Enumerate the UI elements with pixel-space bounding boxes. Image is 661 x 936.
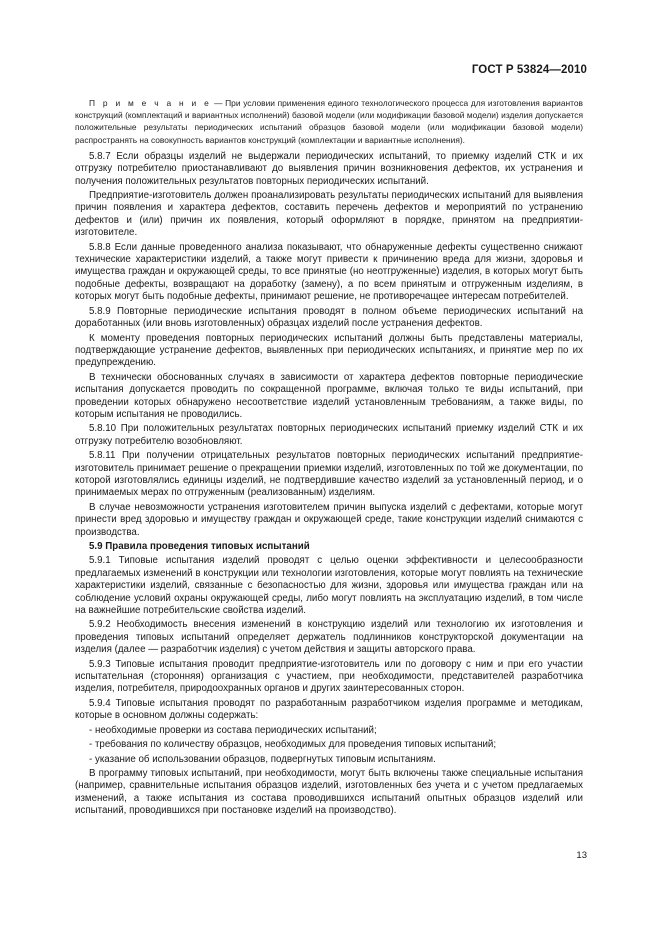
paragraph-5-8-11: 5.8.11 При получении отрицательных результатов повторных периодических испытаний предприятие-изготовитель принимает решение о прекращении приемки изделий, изготовленных по той же документации, по которой изготовлялись единицы изделий, не подтвердившие качество изделий за установленный период, и о принимаемых мерах по отгруженным (реализованным) изделиям. <box>75 450 583 499</box>
section-title-5-9: 5.9 Правила проведения типовых испытаний <box>89 541 310 552</box>
note-block <box>75 97 583 146</box>
paragraph-5-8-7: 5.8.7 Если образцы изделий не выдержали периодических испытаний, то приемку изделий СТК и их отгрузку потребителю приостанавливают до выявления причин возникновения дефектов, их устранения и получения положительных результатов повторных периодических испытаний. <box>75 150 583 187</box>
document-header: ГОСТ Р 53824—2010 <box>471 64 587 76</box>
paragraph-special-tests: В программу типовых испытаний, при необходимости, могут быть включены также специальные испытания (например, сравнительные испытания образцов изделий, изготовленных без учета и с учетом предлагаемых изменений, а также испытания из состава проводившихся испытаний опытных образцов изделий или испытаний, проводившихся при постановке изделий на производство). <box>75 767 583 817</box>
page-content <box>75 97 583 820</box>
paragraph-manufacturer-analysis: Предприятие-изготовитель должен проанализировать результаты периодических испытаний для выявления причин появления и характера дефектов, составить перечень дефектов и мероприятий по устранению дефектов и (или) причин их появления, который оформляют в порядке, принятом на предприятии-изготовителе. <box>75 190 583 239</box>
list-item: - указание об использовании образцов, подвергнутых типовым испытаниям. <box>89 753 436 765</box>
list-item: - требования по количеству образцов, необходимых для проведения типовых испытаний; <box>89 739 497 751</box>
paragraph-5-9-2: 5.9.2 Необходимость внесения изменений в конструкцию изделий или технологию их изготовления и проведения типовых испытаний определяет держатель подлинников конструкторской документации на изделия (далее — разработчик изделия) с учетом действия и защиты авторского права. <box>75 619 583 656</box>
page-number: 13 <box>576 850 587 861</box>
note-label: П р и м е ч а н и е <box>89 98 212 108</box>
paragraph-5-9-4: 5.9.4 Типовые испытания проводят по разработанным разработчиком изделия программе и методикам, которые в основном должны содержать: <box>75 697 583 722</box>
paragraph-5-8-9: 5.8.9 Повторные периодические испытания проводят в полном объеме периодических испытаний на доработанных (или вновь изготовленных) образцах изделий после устранения дефектов. <box>75 305 583 330</box>
paragraph-production-stop: В случае невозможности устранения изготовителем причин выпуска изделий с дефектами, которые могут принести вред здоровью и имуществу граждан и окружающей среде, такие конструкции изделий снимаются с производства. <box>75 501 583 538</box>
paragraph-materials: К моменту проведения повторных периодических испытаний должны быть представлены материалы, подтверждающие устранение дефектов, выявленных при периодических испытаниях, и принятие мер по их предупреждению. <box>75 332 583 369</box>
paragraph-5-8-10: 5.8.10 При положительных результатах повторных периодических испытаний приемку изделий СТК и их отгрузку потребителю возобновляют. <box>75 423 583 447</box>
note-text: — При условии применения единого технологического процесса для изготовления вариантов конструкций (комплектаций и вариантных исполнений) базовой модели (или модификации базовой модели) изделия допускается положительные результаты периодических испытаний образцов базовой модели (или модификации базовой модели) распространять на совокупность вариантов конструкций (комплектации и вариантные исполнения). <box>75 98 583 145</box>
list-item: - необходимые проверки из состава периодических испытаний; <box>89 724 377 736</box>
paragraph-5-9-1: 5.9.1 Типовые испытания изделий проводят с целью оценки эффективности и целесообразности предлагаемых изменений в конструкции или технологии изготовления, которые могут повлиять на технические характеристики изделий, связанные с безопасностью для жизни, здоровья или имущества граждан или на соблюдение условий охраны окружающей среды, либо могут повлиять на эксплуатацию изделий, в том числе на важнейшие потребительские свойства изделий. <box>75 555 583 617</box>
paragraph-5-9-3: 5.9.3 Типовые испытания проводит предприятие-изготовитель или по договору с ним и при его участии испытательная (сторонняя) организация с участием, при необходимости, представителей разработчика изделия, потребителя, природоохранных органов и других заинтересованных сторон. <box>75 658 583 695</box>
paragraph-5-8-8: 5.8.8 Если данные проведенного анализа показывают, что обнаруженные дефекты существенно снижают технические характеристики изделий, а также могут привести к причинению вреда для жизни, здоровья и имущества граждан и окружающей среды, то все принятые (но неотгруженные) изделия, в которых могут быть подобные дефекты, возвращают на доработку (замену), а по всем принятым и отгруженным изделиям, в которых могут быть подобные дефекты, принимают решение, не противоречащее интересам потребителей. <box>75 241 583 303</box>
paragraph-reduced-program: В технически обоснованных случаях в зависимости от характера дефектов повторные периодические испытания допускается проводить по сокращенной программе, включая только те виды испытаний, при проведении которых обнаружено несоответствие изделий установленным требованиям, а также виды, по которым испытания не проводились. <box>75 371 583 420</box>
